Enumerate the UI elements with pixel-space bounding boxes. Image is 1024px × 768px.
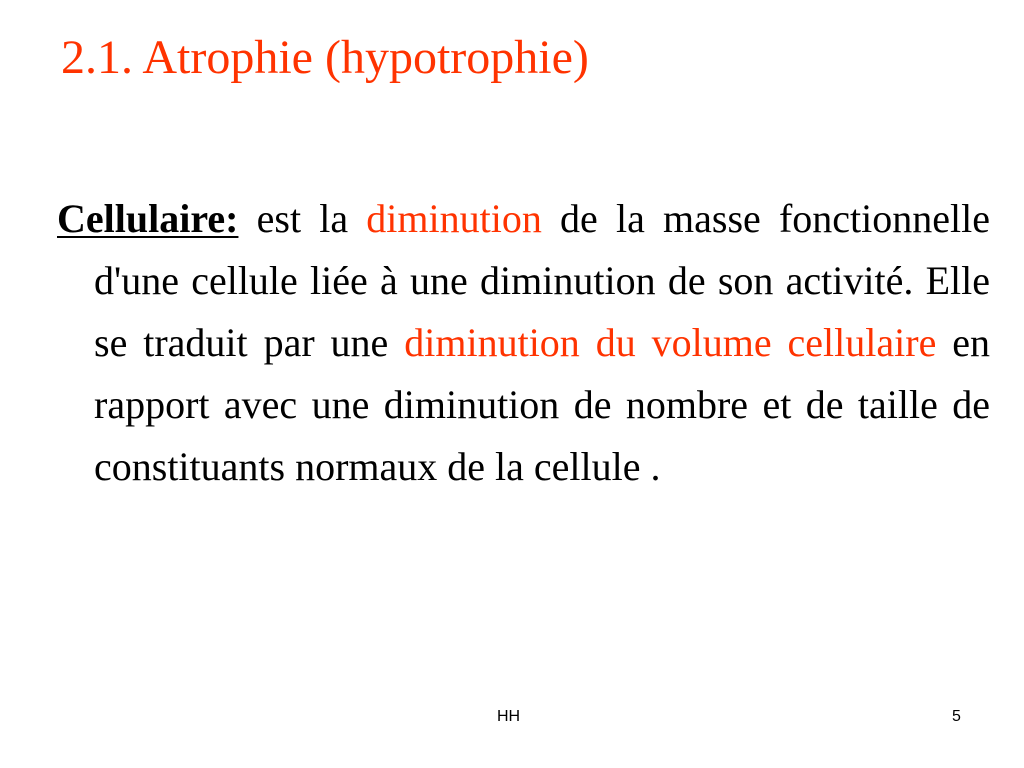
- page-number: 5: [952, 708, 961, 725]
- footer-author: HH: [497, 708, 521, 725]
- body-paragraph: [57, 188, 990, 498]
- term-label: Cellulaire:: [57, 196, 239, 241]
- body-text-segment: est la: [238, 196, 367, 241]
- slide-title: 2.1. Atrophie (hypotrophie): [61, 31, 589, 84]
- body-text-segment: de la masse fonctionnelle d'une cellule liée à une diminution de son activité. Elle se traduit par une: [94, 196, 990, 365]
- highlighted-term: diminution: [366, 196, 542, 241]
- body-text-segment: en rapport avec une diminution de nombre et de taille de constituants normaux de la cellule .: [94, 320, 990, 489]
- highlighted-phrase: diminution du volume cellulaire: [404, 320, 937, 365]
